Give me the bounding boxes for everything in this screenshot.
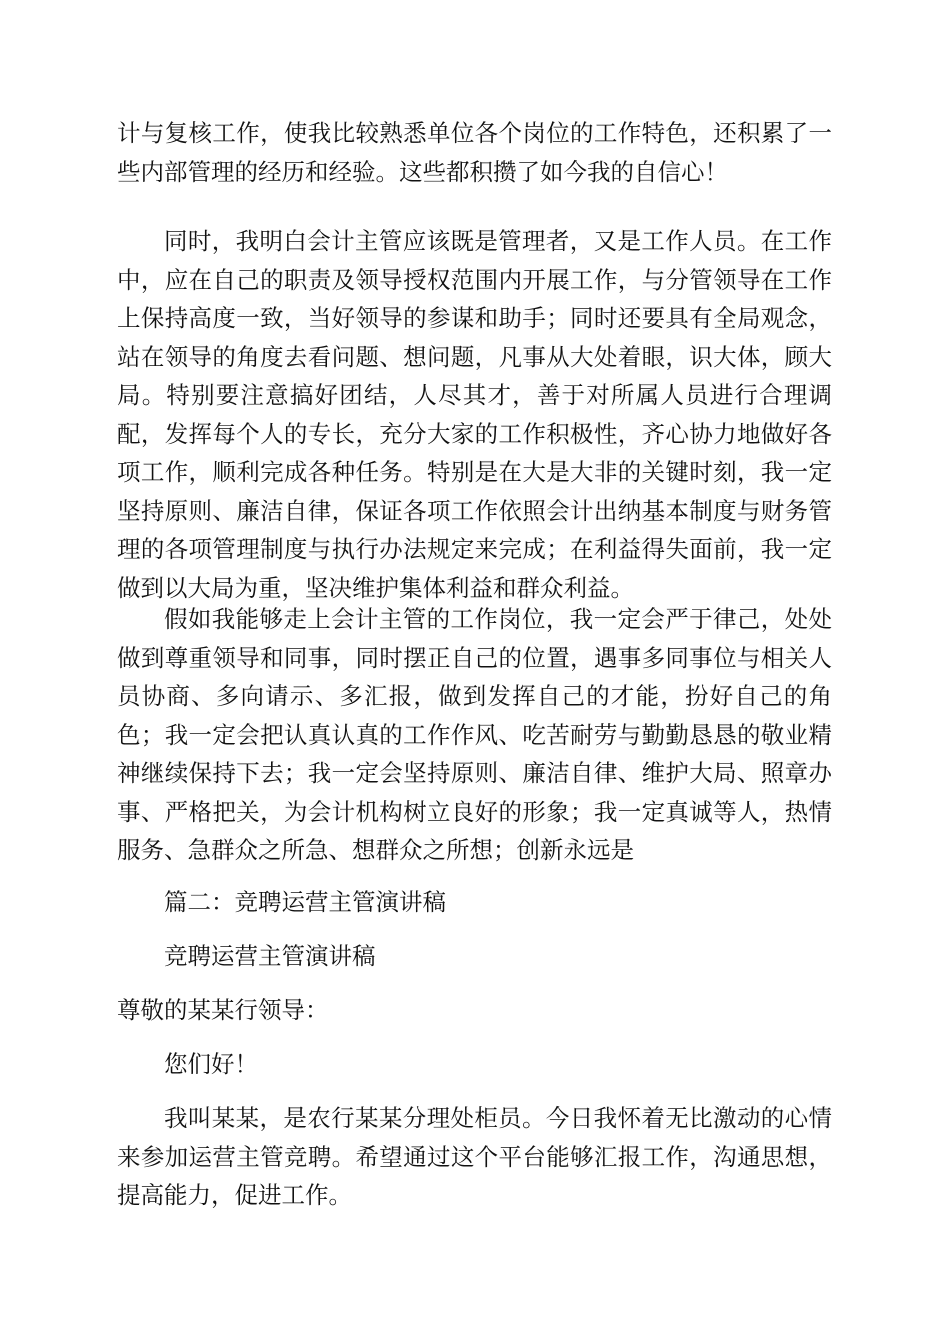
- paragraph-continuation: 计与复核工作，使我比较熟悉单位各个岗位的工作特色，还积累了一些内部管理的经历和经验。这些都积攒了如今我的自信心！: [117, 119, 832, 186]
- speech-title: 竞聘运营主管演讲稿: [164, 942, 376, 970]
- paragraph-self-introduction: 我叫某某，是农行某某分理处柜员。今日我怀着无比激动的心情来参加运营主管竞聘。希望通过这个平台能够汇报工作，沟通思想，提高能力，促进工作。: [117, 1104, 832, 1209]
- salutation: 尊敬的某某行领导：: [117, 996, 329, 1024]
- section-heading-part-two: 篇二：竞聘运营主管演讲稿: [164, 888, 446, 916]
- greeting: 您们好！: [164, 1050, 258, 1078]
- paragraph-commitment: 假如我能够走上会计主管的工作岗位，我一定会严于律己，处处做到尊重领导和同事，同时摆正自己的位置，遇事多同事位与相关人员协商、多向请示、多汇报，做到发挥自己的才能，扮好自己的角色；我一定会把认真认真的工作作风、吃苦耐劳与勤勤恳恳的敬业精神继续保持下去；我一定会坚持原则、廉洁自律、维护大局、照章办事、严格把关，为会计机构树立良好的形象；我一定真诚等人，热情服务、急群众之所急、想群众之所想；创新永远是: [117, 605, 832, 864]
- paragraph-accounting-supervisor-role: 同时，我明白会计主管应该既是管理者，又是工作人员。在工作中，应在自己的职责及领导授权范围内开展工作，与分管领导在工作上保持高度一致，当好领导的参谋和助手；同时还要具有全局观念，站在领导的角度去看问题、想问题，凡事从大处着眼，识大体，顾大局。特别要注意搞好团结，人尽其才，善于对所属人员进行合理调配，发挥每个人的专长，充分大家的工作积极性，齐心协力地做好各项工作，顺利完成各种任务。特别是在大是大非的关键时刻，我一定坚持原则、廉洁自律，保证各项工作依照会计出纳基本制度与财务管理的各项管理制度与执行办法规定来完成；在利益得失面前，我一定做到以大局为重，坚决维护集体利益和群众利益。: [117, 227, 832, 602]
